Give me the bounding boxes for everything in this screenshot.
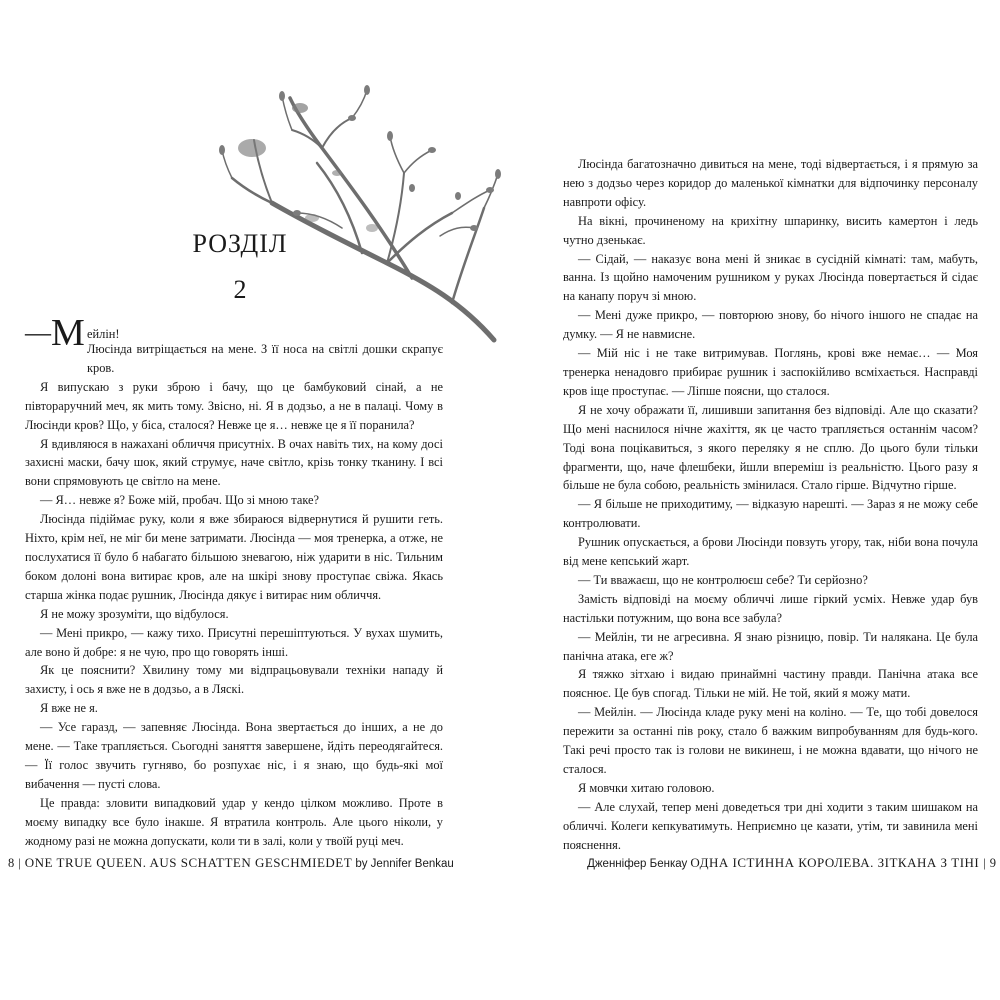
paragraph: Я тяжко зітхаю і видаю принаймні частину правди. Панічна атака все пояснює. Це був спогад. Тільки не мій. Не той, який я можу мати. xyxy=(563,667,978,701)
paragraph: — Мій ніс і не таке витримував. Поглянь, крові вже немає… — Моя тренерка ненадовго прибирає рушник і заспокійливо всміхається. Насправді кров іще проступає. — Ліпше поясни, що сталося. xyxy=(563,346,978,398)
paragraph: — Мейлін, ти не агресивна. Я знаю різницю, повір. Ти налякана. Це була панічна атака, еге ж? xyxy=(563,629,978,663)
book-title: ОДНА ІСТИННА КОРОЛЕВА. ЗІТКАНА З ТІНІ xyxy=(690,855,980,870)
paragraph: Це правда: зловити випадковий удар у кендо цілком можливо. Проте в моєму випадку все було інакше. Я втратила контроль. Але цього ніколи, у жодному разі не можна допускати, коли ти в залі, коли у твоїй руці меч. xyxy=(25,795,443,848)
chapter-word: РОЗДІЛ xyxy=(192,229,288,258)
paragraph: Я не можу зрозуміти, що відбулося. xyxy=(40,606,229,621)
paragraph: Я випускаю з руки зброю і бачу, що це бамбуковий сінай, а не півтораручний меч, як мить тому. Звісно, ні. Я в додзьо, а не в палаці. Чому в Люсінди кров? Що, у біса, сталося? Невже це я… невже це я її поранила? xyxy=(25,379,443,432)
page-number: 9 xyxy=(989,856,996,870)
paragraph: Люсінда багатозначно дивиться на мене, тоді відвертається, і я прямую за нею з додзьо через коридор до маленької кімнатки для відпочинку персоналу навпроти офісу. xyxy=(563,157,978,209)
paragraph: — Усе гаразд, — запевняє Люсінда. Вона звертається до інших, а не до мене. — Таке трапляється. Сьогодні заняття завершене, йдіть переодягайтеся. — Її голос звучить гугняво, бо розпухає ніс, і я знаю, що будь-які мої вибачення — пусті слова. xyxy=(25,720,443,791)
left-page-footer xyxy=(8,854,454,873)
byline: by Jennifer Benkau xyxy=(355,858,454,870)
footer-separator: | xyxy=(983,856,986,870)
right-page-footer xyxy=(587,854,996,873)
dropcap-letter: М xyxy=(51,312,85,354)
book-title: ONE TRUE QUEEN. AUS SCHATTEN GESCHMIEDET xyxy=(24,855,353,870)
dropcap-rest: ейлін! xyxy=(87,327,120,341)
paragraph: — Мейлін. — Люсінда кладе руку мені на коліно. — Те, що тобі довелося пережити за останні пів року, стало б важким випробуванням для будь-кого. Такі речі просто так із голови не викинеш, і не можна вдавати, що нічого не сталося. xyxy=(563,705,978,776)
page-number: 8 xyxy=(8,856,15,870)
paragraph: Люсінда підіймає руку, коли я вже збираюся відвернутися й рушити геть. Ніхто, крім неї, не міг би мене затримати. Люсінда — моя тренерка, а отже, не послухатися її було б набагато більшою зневагою, ніж ударити в ніс. Тильним боком долоні вона витирає кров, але на шкірі знову проступає свіжа. Якась старша жінка подає рушник, Люсінда дякує і витирає ним обличчя. xyxy=(25,512,443,602)
paragraph: Я не хочу ображати її, лишивши запитання без відповіді. Але що сказати? Що мені наснилося нічне жахіття, як це часто трапляється останнім часом? Тоді вона поцікавиться, з якого переляку я не сплю. До цього були тільки фрагменти, що, наче флешбеки, йшли впереміш із реальністю. Цього разу я більше не була собою, реальність змінилася. Стало гірше. Відчутно гірше. xyxy=(563,402,978,493)
dropcap-dash: — xyxy=(25,318,51,347)
paragraph: — Мені прикро, — кажу тихо. Присутні перешіптуються. У вухах шумить, але воно й добре: я не чую, про що говорять інші. xyxy=(25,625,443,659)
paragraph: — Мені дуже прикро, — повторюю знову, бо нічого іншого не спадає на думку. — Я не навмисне. xyxy=(563,308,978,342)
paragraph: На вікні, прочиненому на крихітну шпаринку, висить камертон і ледь чутно дзенькає. xyxy=(563,213,978,247)
paragraph: — Ти вважаєш, що не контролюєш себе? Ти серйозно? xyxy=(578,572,868,587)
paragraph: Замість відповіді на моєму обличчі лише гіркий усміх. Невже удар був настільки потужним, що вона все забула? xyxy=(563,591,978,625)
footer-separator: | xyxy=(18,856,21,870)
paragraph: Я вже не я. xyxy=(40,701,98,716)
paragraph: Як це пояснити? Хвилину тому ми відпрацьовували техніки нападу й захисту, і ось я вже не в додзьо, а в Ляскі. xyxy=(25,663,443,697)
left-page-body xyxy=(25,312,443,850)
paragraph: Рушник опускається, а брови Люсінди повзуть угору, так, ніби вона почула від мене кепський жарт. xyxy=(563,535,978,569)
right-page-body xyxy=(563,155,978,855)
paragraph: — Я більше не приходитиму, — відказую нарешті. — Зараз я не можу себе контролювати. xyxy=(563,497,978,531)
chapter-heading xyxy=(180,228,300,310)
author-name: Дженніфер Бенкау xyxy=(587,858,688,870)
paragraph: — Я… невже я? Боже мій, пробач. Що зі мною таке? xyxy=(40,493,320,508)
paragraph: Я мовчки хитаю головою. xyxy=(578,780,715,795)
paragraph: Я вдивляюся в нажахані обличчя присутніх. В очах навіть тих, на кому досі захисні маски, бачу шок, який струмує, наче світло, крізь тонку тканину. І всі вони спрямовують це світло на мене. xyxy=(25,436,443,489)
paragraph: Люсінда витріщається на мене. З її носа на світлі дошки скрапує кров. xyxy=(87,342,443,375)
paragraph: — Але слухай, тепер мені доведеться три дні ходити з таким шишаком на обличчі. Колеги кепкуватимуть. Неприємно це казати, утім, ти завинила мені пояснення. xyxy=(563,799,978,852)
paragraph: — Сідай, — наказує вона мені й зникає в сусідній кімнаті: там, мабуть, ванна. Із щойно намоченим рушником у руках Люсінда повертається й сідає на канапу поруч зі мною. xyxy=(563,251,978,304)
dropcap-line xyxy=(25,312,443,354)
chapter-number: 2 xyxy=(233,275,247,304)
